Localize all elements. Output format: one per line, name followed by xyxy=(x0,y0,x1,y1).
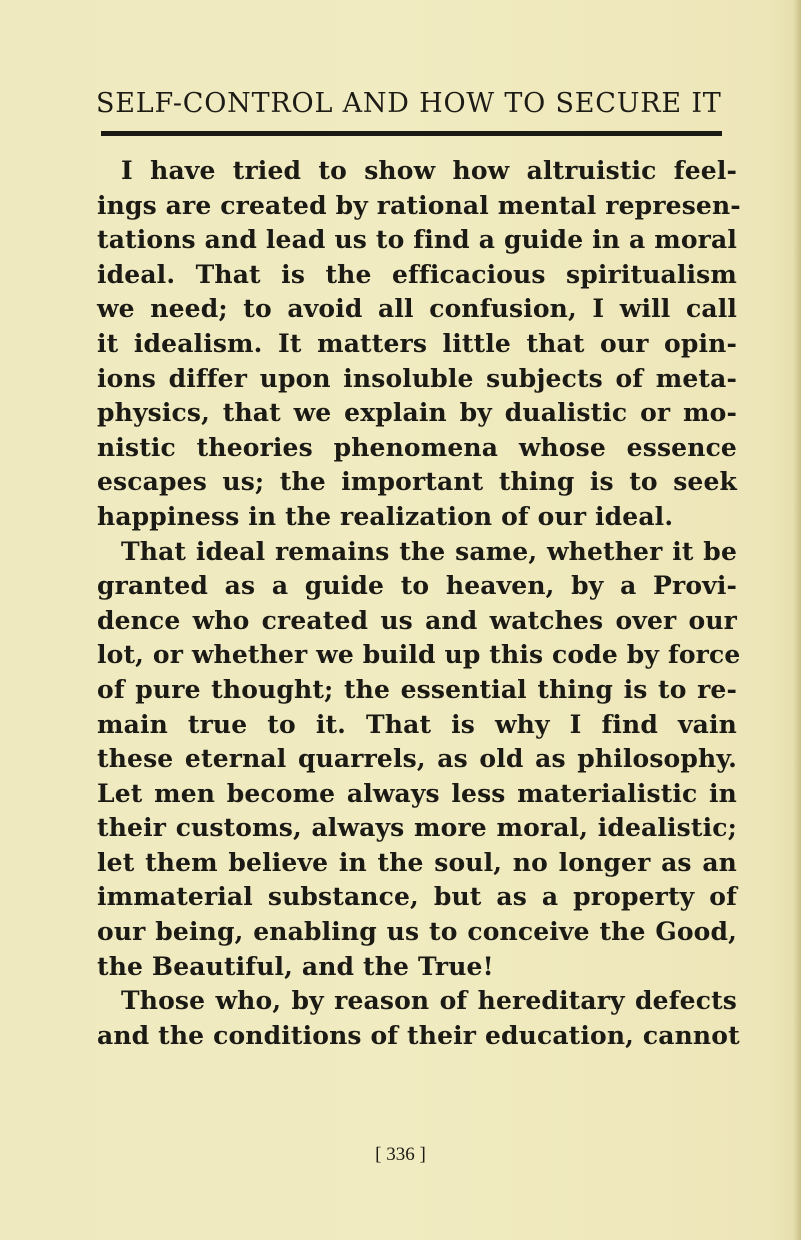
header-rule xyxy=(101,131,722,136)
text-line: physics, that we explain by dualistic or mo- xyxy=(97,398,737,428)
body-text xyxy=(97,154,741,1053)
text-line: Let men become always less materialistic in xyxy=(97,778,737,808)
text-line: ions differ upon insoluble subjects of meta- xyxy=(97,363,737,393)
text-line: the Beautiful, and the True! xyxy=(97,951,494,981)
text-line: dence who created us and watches over our xyxy=(97,605,737,635)
page-edge-shadow xyxy=(793,0,801,1240)
text-line: nistic theories phenomena whose essence xyxy=(97,432,737,462)
text-line: their customs, always more moral, idealistic; xyxy=(97,813,737,843)
text-line: ideal. That is the efficacious spiritualism xyxy=(97,259,737,289)
text-line: let them believe in the soul, no longer as an xyxy=(97,847,737,877)
text-line: of pure thought; the essential thing is to re- xyxy=(97,674,737,704)
text-line: happiness in the realization of our ideal. xyxy=(97,501,674,531)
running-head: SELF-CONTROL AND HOW TO SECURE IT xyxy=(96,88,722,119)
text-line: escapes us; the important thing is to seek xyxy=(97,467,737,497)
text-line: ings are created by rational mental represen- xyxy=(97,190,741,220)
page-number: [ 336 ] xyxy=(375,1144,426,1165)
text-line: immaterial substance, but as a property of xyxy=(97,882,737,912)
text-line: main true to it. That is why I find vain xyxy=(97,709,737,739)
text-line: granted as a guide to heaven, by a Provi- xyxy=(97,571,737,601)
text-line: our being, enabling us to conceive the Good, xyxy=(97,917,737,947)
text-line: lot, or whether we build up this code by force xyxy=(97,640,741,670)
text-line: That ideal remains the same, whether it be xyxy=(121,536,737,566)
text-line: it idealism. It matters little that our opin- xyxy=(97,328,737,358)
text-line: these eternal quarrels, as old as philosophy. xyxy=(97,744,737,774)
text-line: Those who, by reason of hereditary defects xyxy=(121,986,737,1016)
text-line: I have tried to show how altruistic feel- xyxy=(121,156,737,185)
text-line: we need; to avoid all confusion, I will call xyxy=(97,294,737,324)
text-line: and the conditions of their education, cannot xyxy=(97,1020,740,1050)
text-line: tations and lead us to find a guide in a moral xyxy=(97,225,737,255)
